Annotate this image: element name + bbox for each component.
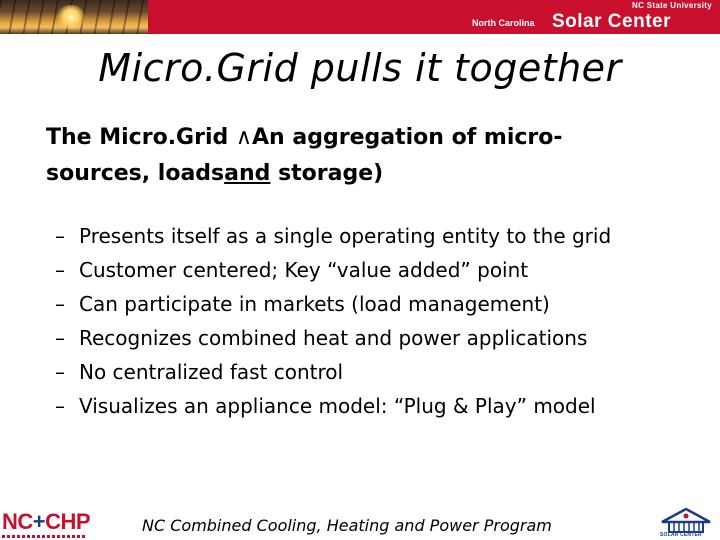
- bullet-text: Recognizes combined heat and power applications: [79, 326, 588, 350]
- intro-part-1: The Micro.Grid: [46, 125, 229, 150]
- list-item: [55, 219, 720, 253]
- solar-center-logo-text: SOLAR CENTER: [660, 532, 702, 538]
- bullet-text: Can participate in markets (load management): [79, 292, 550, 316]
- insertion-caret: ∧: [235, 125, 253, 150]
- list-item: [55, 389, 720, 423]
- bullet-dash: –: [55, 394, 65, 418]
- bullet-dash: –: [55, 258, 65, 282]
- org-prefix: North Carolina: [472, 18, 535, 28]
- solar-panel-photo: [0, 0, 148, 34]
- logo-tagline-decoration: [2, 535, 86, 538]
- logo-plus: +: [32, 509, 46, 534]
- intro-text: [46, 120, 716, 192]
- bullet-dash: –: [55, 224, 65, 248]
- bullet-dash: –: [55, 360, 65, 384]
- intro-line2-part-1: sources, loads: [46, 161, 225, 186]
- logo-chp: CHP: [45, 509, 91, 534]
- header-banner: [0, 0, 720, 34]
- nc-chp-logo-text: [2, 509, 90, 535]
- org-name: Solar Center: [552, 11, 671, 32]
- bullet-list: [55, 219, 720, 423]
- bullet-text: Visualizes an appliance model: “Plug & Play” model: [79, 394, 596, 418]
- intro-part-2: An aggregation of micro-: [252, 125, 563, 150]
- bullet-text: No centralized fast control: [79, 360, 344, 384]
- university-label: NC State University: [632, 1, 712, 10]
- logo-nc: NC: [2, 509, 33, 534]
- intro-underlined-word: and: [224, 161, 271, 186]
- bullet-dash: –: [55, 326, 65, 350]
- list-item: [55, 321, 720, 355]
- list-item: [55, 355, 720, 389]
- program-name: NC Combined Cooling, Heating and Power Program: [142, 516, 552, 535]
- list-item: [55, 253, 720, 287]
- intro-line2-part-2: storage): [270, 161, 384, 186]
- list-item: [55, 287, 720, 321]
- slide-title: Micro.Grid pulls it together: [98, 46, 622, 90]
- intro-line-2: [46, 156, 716, 192]
- bullet-text: Customer centered; Key “value added” point: [79, 258, 529, 282]
- nc-chp-logo: [0, 508, 90, 540]
- intro-line-1: [46, 120, 716, 156]
- bullet-dash: –: [55, 292, 65, 316]
- bullet-text: Presents itself as a single operating entity to the grid: [79, 224, 612, 248]
